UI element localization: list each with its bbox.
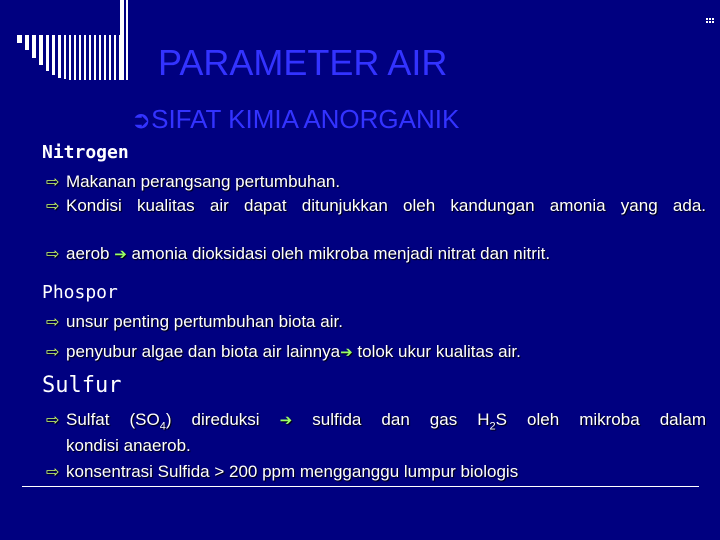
arrow-bullet-icon: ⇨ (46, 244, 60, 263)
arrow-bullet-icon: ⇨ (46, 172, 60, 191)
divider (22, 486, 699, 487)
bullet-text: Makanan perangsang pertumbuhan. (66, 172, 341, 191)
slide-subtitle (131, 104, 459, 135)
list-item (46, 172, 706, 192)
slide-title: PARAMETER AIR (158, 42, 448, 83)
list-item (46, 462, 706, 482)
section-heading-phospor: Phospor (42, 282, 118, 303)
list-item: ⇨ Sulfat $(SO_4)$ direduksi ➔ sulfida dan gas $H_2S$ oleh mikroba dalam kondisi anaerob. (46, 410, 706, 456)
bullet-text: konsentrasi Sulfida > 200 ppm mengganggu lumpur biologis (66, 462, 519, 481)
arrow-bullet-icon: ⇨ (46, 342, 60, 361)
list-item: ⇨ aerob ➔ amonia dioksidasi oleh mikroba menjadi nitrat dan nitrit. (46, 244, 551, 263)
subtitle-text: SIFAT KIMIA ANORGANIK (151, 104, 460, 134)
right-arrow-icon: ➔ (340, 343, 353, 361)
arrow-bullet-icon: ⇨ (46, 462, 60, 481)
arrow-bullet-icon: ⇨ (46, 410, 60, 429)
list-item (46, 312, 706, 332)
right-arrow-icon: ➔ (279, 411, 293, 429)
right-arrow-icon: ➔ (114, 245, 127, 263)
bullet-text: Kondisi kualitas air dapat ditunjukkan oleh kandungan amonia yang ada. (66, 196, 706, 215)
arrow-bullet-icon: ⇨ (46, 312, 60, 331)
section-heading-nitrogen: Nitrogen (42, 142, 129, 163)
section-heading-sulfur: Sulfur (42, 373, 122, 398)
list-item (46, 196, 706, 216)
bullet-text: unsur penting pertumbuhan biota air. (66, 312, 343, 331)
arrow-bullet-icon: ⇨ (46, 196, 60, 215)
arrow-icon: ➲ (131, 106, 152, 134)
list-item: ⇨ penyubur algae dan biota air lainnya➔ tolok ukur kualitas air. (46, 342, 521, 361)
